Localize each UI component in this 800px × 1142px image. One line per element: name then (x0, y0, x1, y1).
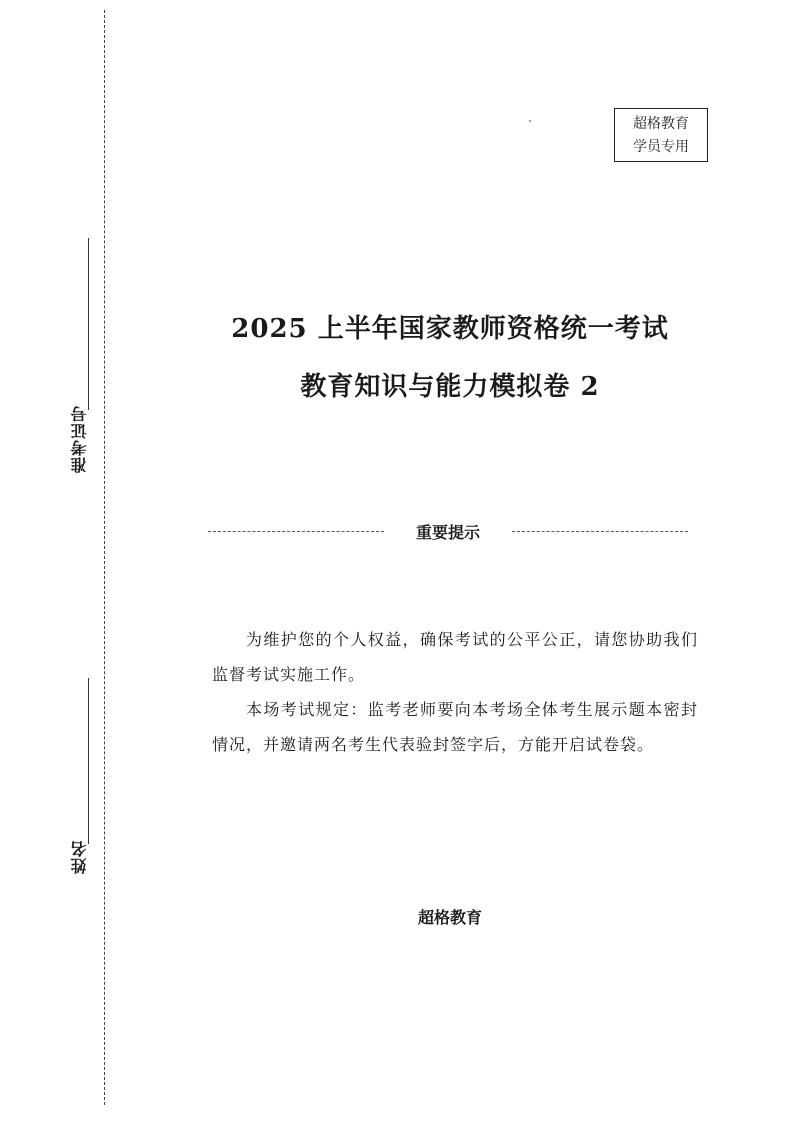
stamp-line-2: 学员专用 (633, 139, 689, 155)
name-field[interactable] (88, 678, 89, 844)
notice-header (208, 518, 688, 544)
notice-divider-right (512, 531, 688, 532)
page-title-line-1: 2025 上半年国家教师资格统一考试 (231, 314, 669, 344)
notice-heading: 重要提示 (415, 522, 480, 542)
page-title-line-2: 教育知识与能力模拟卷 2 (300, 372, 600, 402)
notice-paragraph-1: 为维护您的个人权益，确保考试的公平公正，请您协助我们监督考试实施工作。 (212, 630, 698, 684)
binding-dashed-line (104, 10, 105, 1105)
notice-paragraph-2: 本场考试规定：监考老师要向本考场全体考生展示题本密封情况，并邀请两名考生代表验封签字后，方能开启试卷袋。 (212, 700, 698, 754)
footer-organization: 超格教育 (417, 908, 482, 927)
stamp-line-1: 超格教育 (633, 116, 689, 132)
exam-number-field[interactable] (88, 238, 89, 410)
exam-number-label: 准考证号 (70, 405, 89, 473)
name-label: 姓名 (70, 840, 89, 874)
scan-speck (529, 120, 531, 122)
notice-divider-left (208, 531, 384, 532)
student-use-stamp (614, 108, 708, 162)
